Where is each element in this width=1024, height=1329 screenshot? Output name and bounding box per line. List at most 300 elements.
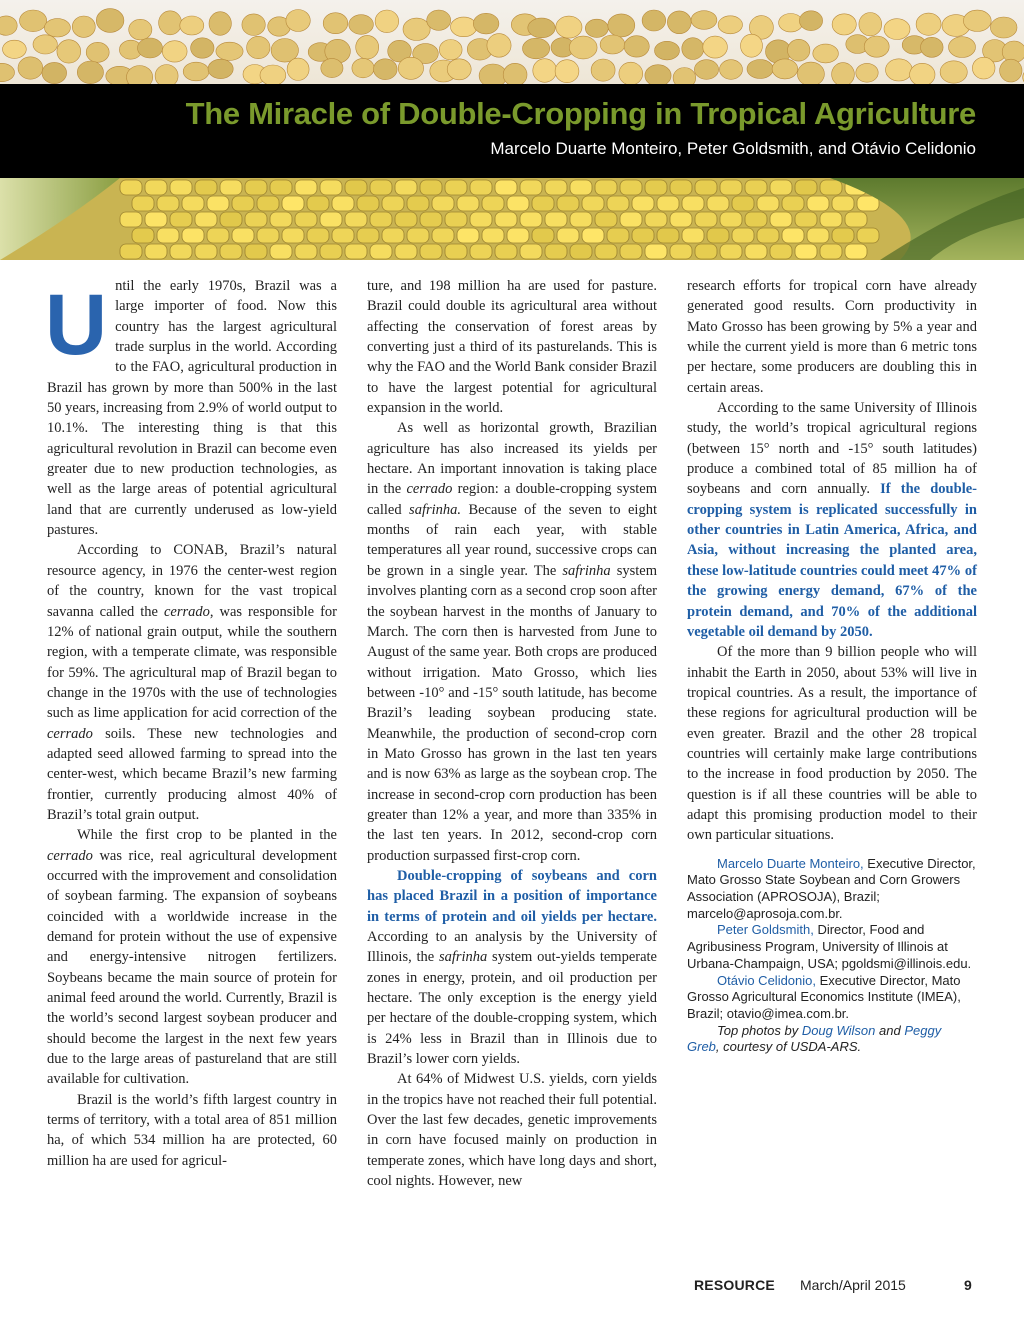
soybean [439,40,462,60]
corn-kernel [395,180,417,195]
corn-kernel [145,212,167,227]
corn-kernel [470,180,492,195]
corn-kernel [382,228,404,243]
corn-kernel [595,180,617,195]
soybean [129,19,152,40]
text-run: As well as horizontal growth, Brazilian agriculture has also increased its yields per hectare. An important innovation is taking place in the [367,420,657,498]
corn-kernel [520,244,542,259]
corn-kernel [332,196,354,211]
soybean [864,36,889,57]
corn-kernel [295,212,317,227]
text-run: soils. These new technologies and adapted seed allowed farming to spread into the center-west, which became Brazil’s new farming frontier, currently producing almost 40% of Brazil’s total grain output. [47,725,337,823]
corn-kernel [170,244,192,259]
soybean [832,63,855,84]
corn-kernel [570,180,592,195]
corn-kernel [582,196,604,211]
text-run: system involves planting corn as a second crop soon after the soybean harvest in the months of January to March. The corn then is harvested from June to August of the same year. Both crops are produced without irrigation. Mato Grosso, which lies between -10° and -15° south latitude, has become Brazil’s leading soybean producing state. Meanwhile, the production of second-crop corn in Mato Grosso has grown in the last ten years and is now 63% as large as the soybean crop. The increase in second-crop corn production has been greater than 12% a year, and more than 335% in the last ten years. In 2012, second-crop corn production surpassed first-crop corn. [367,562,657,864]
corn-kernel [532,196,554,211]
soybean [673,68,696,85]
corn-kernel [857,228,879,243]
soybean [451,17,477,37]
paragraph [367,418,657,866]
corn-kernel [382,196,404,211]
corn-kernel [545,212,567,227]
soybean [859,13,882,36]
corn-kernel [520,212,542,227]
corn-kernel [120,180,142,195]
corn-kernel [182,196,204,211]
corn-kernel [445,244,467,259]
corn-kernel [820,244,842,259]
corn-kernel [657,196,679,211]
soybean [797,62,824,84]
corn-kernel [507,196,529,211]
corn-kernel [407,196,429,211]
column-3 [687,276,977,1056]
italic-term: safrinha [562,562,611,579]
italic-term: cerrado [47,725,93,742]
text-run: Because of the seven to eight months of rain each year, with stable temperatures all year round, successive crops can be grown in a single year. The [367,501,657,579]
corn-kernel [370,244,392,259]
corn-kernel [195,244,217,259]
corn-kernel [557,196,579,211]
corn-kernel [332,228,354,243]
corn-kernel [695,212,717,227]
corn-kernel [295,244,317,259]
soybean [813,44,839,63]
corn-kernel [745,212,767,227]
text-run: According to the same University of Illinois study, the world’s tropical agricultural regions (between 15° north and -15° south latitudes) produce a combined total of 85 million ha of soybeans and corn annually. [687,400,977,498]
corn-kernel [670,244,692,259]
paragraph: research efforts for tropical corn have already generated good results. Corn productivity in Mato Grosso has been growing by 5% a year and while the current yield is more than 6 metric tons per hectare, some producers are doubling this in certain areas. [687,278,977,396]
soybean [523,38,550,59]
corn-kernel [682,228,704,243]
italic-term: cerrado [47,847,93,864]
corn-kernel [220,244,242,259]
soybean [691,11,717,30]
soybean-illustration [0,0,1024,84]
corn-kernel [545,180,567,195]
paragraph [47,825,337,1089]
text-run: According to CONAB, Brazil’s natural resource agency, in 1976 the center-west region of the country, known for the vast tropical savanna called the [47,542,337,620]
author-name: Marcelo Duarte Monteiro, [717,855,864,871]
soybean [772,59,798,79]
paragraph: At 64% of Midwest U.S. yields, corn yields in the tropics have not reached their full potential. Over the last few decades, genetic improvements in corn have focused mainly on production in temperate zones, which have long days and short, cool nights. However, new [367,1071,657,1190]
corn-kernel [307,228,329,243]
corn-kernel [545,244,567,259]
soybean [741,34,763,57]
italic-term: cerrado [406,481,453,498]
corn-kernel [145,244,167,259]
magazine-name: RESOURCE [694,1277,775,1293]
soybean [832,14,856,35]
corn-kernel [495,180,517,195]
highlight-text: If the double-cropping system is replicated successfully in other countries in Latin America, Africa, and Asia, without increasing the planted area, these low-latitude countries could meet 47% of the growing energy demand, 67% of the protein demand, and 70% of the additional vegetable oil demand by 2050. [687,481,977,640]
corn-kernel [845,244,867,259]
soybean [3,40,27,58]
soybean [33,35,57,54]
corn-kernel [832,228,854,243]
corn-kernel [395,244,417,259]
soybean [655,41,680,60]
corn-kernel [757,228,779,243]
highlight-text: Double-cropping of soybeans and corn has placed Brazil in a position of importance in terms of protein and oil yields per hectare. [367,867,657,925]
soybean [0,63,15,81]
corn-kernel [795,180,817,195]
soybean [718,16,742,34]
soybean [180,16,204,35]
soybean [667,11,691,34]
soybean [162,41,187,62]
drop-cap: U [45,277,108,373]
corn-kernel [232,196,254,211]
soybean [287,58,309,80]
soybean [949,37,976,58]
article-title: The Miracle of Double-Cropping in Tropical Agriculture [185,96,976,131]
corn-kernel [495,212,517,227]
soybean [747,60,773,79]
soybean [963,10,991,31]
title-bar [0,84,1024,178]
soybean [910,63,935,84]
corn-kernel [857,196,879,211]
corn-kernel [632,228,654,243]
corn-kernel [807,196,829,211]
soybean [619,62,643,84]
corn-kernel [370,180,392,195]
soybean [19,10,46,32]
page-number: 9 [964,1277,972,1293]
corn-kernel [320,244,342,259]
corn-kernel [132,228,154,243]
soybean [921,37,944,57]
paragraph-text: ntil the early 1970s, Brazil was a large importer of food. Now this country has the largest agricultural trade surplus in the world. According to the FAO, agricultural production in Brazil has grown by more than 500% in the last 50 years, increasing from 2.9% of world output to 10.1%. The interesting thing is that this agricultural revolution in Brazil can become even greater due to new production technologies, as well as the large areas of potential agricultural land that are currently underused as low-yield pastures. [47,278,337,539]
paragraph: Brazil is the world’s fifth largest country in terms of territory, with a total area of 851 million ha, of which 534 million ha are protected, 60 million ha are used for agricul- [47,1091,337,1169]
corn-kernel [570,244,592,259]
author-bio [687,922,977,972]
text-run: region: a double-cropping system called [367,481,657,518]
soybean [720,60,743,80]
corn-kernel [520,180,542,195]
corn-kernel [282,196,304,211]
author-name: Otávio Celidonio, [717,972,816,988]
photographer-name: Peggy Greb [687,1022,942,1055]
corn-kernel [495,244,517,259]
corn-kernel [445,180,467,195]
corn-kernel [220,212,242,227]
soybean [18,57,43,79]
corn-kernel [482,228,504,243]
corn-kernel [657,228,679,243]
corn-kernel [120,212,142,227]
soybean [682,38,704,60]
soybean [159,11,182,35]
corn-kernel [232,228,254,243]
soybean [349,15,374,35]
soybean [77,61,103,84]
bio-text: Executive Director, Mato Grosso State Soybean and Corn Growers Association (APROSOJA), Brazil; marcelo@aprosoja.com.br. [687,855,976,921]
soybean [398,57,423,79]
corn-kernel [182,228,204,243]
text-run: According to an analysis by the University of Illinois, the [367,929,657,966]
soybean [503,63,527,84]
soybean [533,59,557,83]
soybean [42,62,67,83]
credit-text: and [875,1022,905,1038]
soybean [216,42,243,60]
corn-kernel [720,212,742,227]
corn-kernel [195,212,217,227]
soybean [624,36,649,57]
corn-kernel [207,196,229,211]
soybean [779,14,803,32]
text-run: system out-yields temperate zones in energy, protein, and oil production per hectare. The only exception is the energy yield per hectare of the double-cropping system, which is 24% less in Brazil than in Illinois due to Brazil’s lower corn yields. [367,949,657,1068]
soybean [487,34,511,58]
corn-kernel [270,180,292,195]
soybean [703,36,728,58]
corn-kernel [370,212,392,227]
corn-kernel [595,212,617,227]
corn-kernel [482,196,504,211]
bio-text: Director, Food and Agribusiness Program, University of Illinois at Urbana-Champaign, USA; pgoldsmi@illinois.edu. [687,922,972,971]
paragraph: ture, and 198 million ha are used for pasture. Brazil could double its agricultural area without affecting the conservation of forest areas by converting just a third of its pasturelands. This is why the FAO and the World Bank consider Brazil to have the largest potential for agricultural expansion in the world. [367,278,657,417]
corn-kernel [245,212,267,227]
paragraph [47,540,337,825]
corn-kernel [407,228,429,243]
corn-kernel [345,244,367,259]
italic-term: safrinha. [409,501,462,518]
soybean [473,13,499,34]
issue-date: March/April 2015 [800,1277,906,1293]
corn-kernel [670,212,692,227]
corn-kernel [745,180,767,195]
corn-kernel [470,212,492,227]
corn-kernel [695,180,717,195]
corn-kernel [720,180,742,195]
corn-kernel [245,244,267,259]
article-authors: Marcelo Duarte Monteiro, Peter Goldsmith, and Otávio Celidonio [490,139,976,158]
soybean [600,35,625,54]
soybean [321,59,343,78]
corn-kernel [770,244,792,259]
column-2 [367,276,657,1191]
corn-kernel [307,196,329,211]
corn-illustration [0,178,1024,260]
soybean [585,19,608,37]
page-footer [0,1277,1024,1297]
corn-kernel [820,180,842,195]
bio-text: Executive Director, Mato Grosso Agricultural Economics Institute (IMEA), Brazil; otavio@imea.com.br. [687,972,961,1021]
soybean [940,61,967,83]
soybean [1000,59,1022,82]
photographer-name: Doug Wilson [801,1022,876,1038]
corn-photo [0,178,1024,260]
corn-kernel [207,228,229,243]
credit-text: Top photos by [717,1022,802,1038]
corn-kernel [257,228,279,243]
corn-kernel [807,228,829,243]
corn-kernel [695,244,717,259]
corn-kernel [795,244,817,259]
corn-kernel [670,180,692,195]
corn-kernel [820,212,842,227]
soybean [788,39,810,61]
corn-kernel [645,180,667,195]
corn-kernel [570,212,592,227]
corn-kernel [345,212,367,227]
corn-kernel [145,180,167,195]
photo-credits [687,1023,977,1056]
soybean [191,38,214,58]
soybean [155,65,178,85]
corn-kernel [782,228,804,243]
soybean [96,9,124,33]
soybean [569,36,597,59]
corn-kernel [732,228,754,243]
soybean [242,14,265,36]
soybean [972,57,995,79]
corn-kernel [720,244,742,259]
corn-kernel [320,180,342,195]
corn-kernel [295,180,317,195]
author-bios [687,856,977,1056]
column-1 [47,276,337,1171]
soybean [694,60,718,80]
corn-kernel [707,228,729,243]
corn-kernel [245,180,267,195]
soybean [286,10,310,32]
corn-kernel [420,244,442,259]
corn-kernel [620,180,642,195]
corn-kernel [795,212,817,227]
corn-kernel [470,244,492,259]
corn-kernel [745,244,767,259]
corn-kernel [120,244,142,259]
corn-kernel [595,244,617,259]
soybean [57,40,81,63]
soybean [209,12,231,36]
soybean [374,59,398,80]
corn-kernel [682,196,704,211]
corn-kernel [157,196,179,211]
italic-term: cerrado [163,603,210,620]
corn-kernel [170,212,192,227]
corn-kernel [432,196,454,211]
corn-kernel [345,180,367,195]
corn-kernel [457,196,479,211]
corn-kernel [195,180,217,195]
corn-kernel [457,228,479,243]
soybean [44,19,70,37]
corn-kernel [282,228,304,243]
credit-text: , courtesy of USDA-ARS. [715,1039,862,1055]
corn-kernel [357,196,379,211]
soybean-photo [0,0,1024,84]
corn-kernel [157,228,179,243]
corn-kernel [645,244,667,259]
corn-kernel [770,212,792,227]
corn-kernel [432,228,454,243]
corn-kernel [582,228,604,243]
corn-kernel [770,180,792,195]
soybean [375,10,399,33]
corn-kernel [607,228,629,243]
soybean [886,59,913,81]
soybean [427,10,451,30]
soybean [403,18,430,40]
corn-kernel [620,212,642,227]
corn-kernel [220,180,242,195]
soybean [260,65,286,84]
soybean [86,42,109,62]
corn-kernel [395,212,417,227]
soybean [884,19,910,40]
paragraph: Of the more than 9 billion people who will inhabit the Earth in 2050, about 53% will live in tropical countries. As a result, the importance of these regions for agricultural production will be even greater. Brazil and the other 28 tropical countries will certainly make large contributions to the increase in food production by 2050. The question is if all these countries will be able to adapt this promising production model to their own particular situations. [687,644,977,844]
corn-kernel [532,228,554,243]
paragraph [47,276,337,540]
corn-kernel [270,244,292,259]
corn-kernel [557,228,579,243]
soybean [356,35,379,59]
corn-kernel [507,228,529,243]
corn-kernel [620,244,642,259]
soybean [528,18,555,38]
corn-kernel [170,180,192,195]
soybean [138,38,163,58]
soybean [555,60,579,83]
corn-kernel [132,196,154,211]
corn-kernel [632,196,654,211]
soybean [183,62,209,81]
corn-kernel [270,212,292,227]
soybean [127,66,153,85]
soybean [591,59,615,81]
corn-kernel [420,212,442,227]
soybean [208,59,233,78]
corn-kernel [757,196,779,211]
corn-kernel [732,196,754,211]
soybean [608,14,635,37]
author-bio [687,973,977,1023]
soybean [916,13,941,35]
soybean [642,10,666,31]
italic-term: safrinha [438,949,488,966]
corn-kernel [257,196,279,211]
soybean [479,64,507,84]
author-bio [687,856,977,923]
author-name: Peter Goldsmith, [717,922,814,938]
corn-kernel [607,196,629,211]
corn-kernel [645,212,667,227]
soybean [556,16,582,38]
corn-kernel [782,196,804,211]
corn-kernel [420,180,442,195]
soybean [72,16,95,37]
soybean [247,36,270,58]
soybean [0,16,17,35]
corn-kernel [707,196,729,211]
soybean [856,63,878,82]
soybean [990,17,1017,38]
paragraph [367,866,657,1069]
corn-kernel [320,212,342,227]
corn-kernel [845,212,867,227]
soybean [799,11,822,31]
corn-kernel [357,228,379,243]
soybean [352,58,374,77]
text-run: , was responsible for 12% of national grain output, while the southern region, with a temperate climate, was responsible for 59%. The agricultural map of Brazil began to change in the 1970s with the use of technologies such as lime application for acid correction of the [47,603,337,722]
corn-kernel [445,212,467,227]
